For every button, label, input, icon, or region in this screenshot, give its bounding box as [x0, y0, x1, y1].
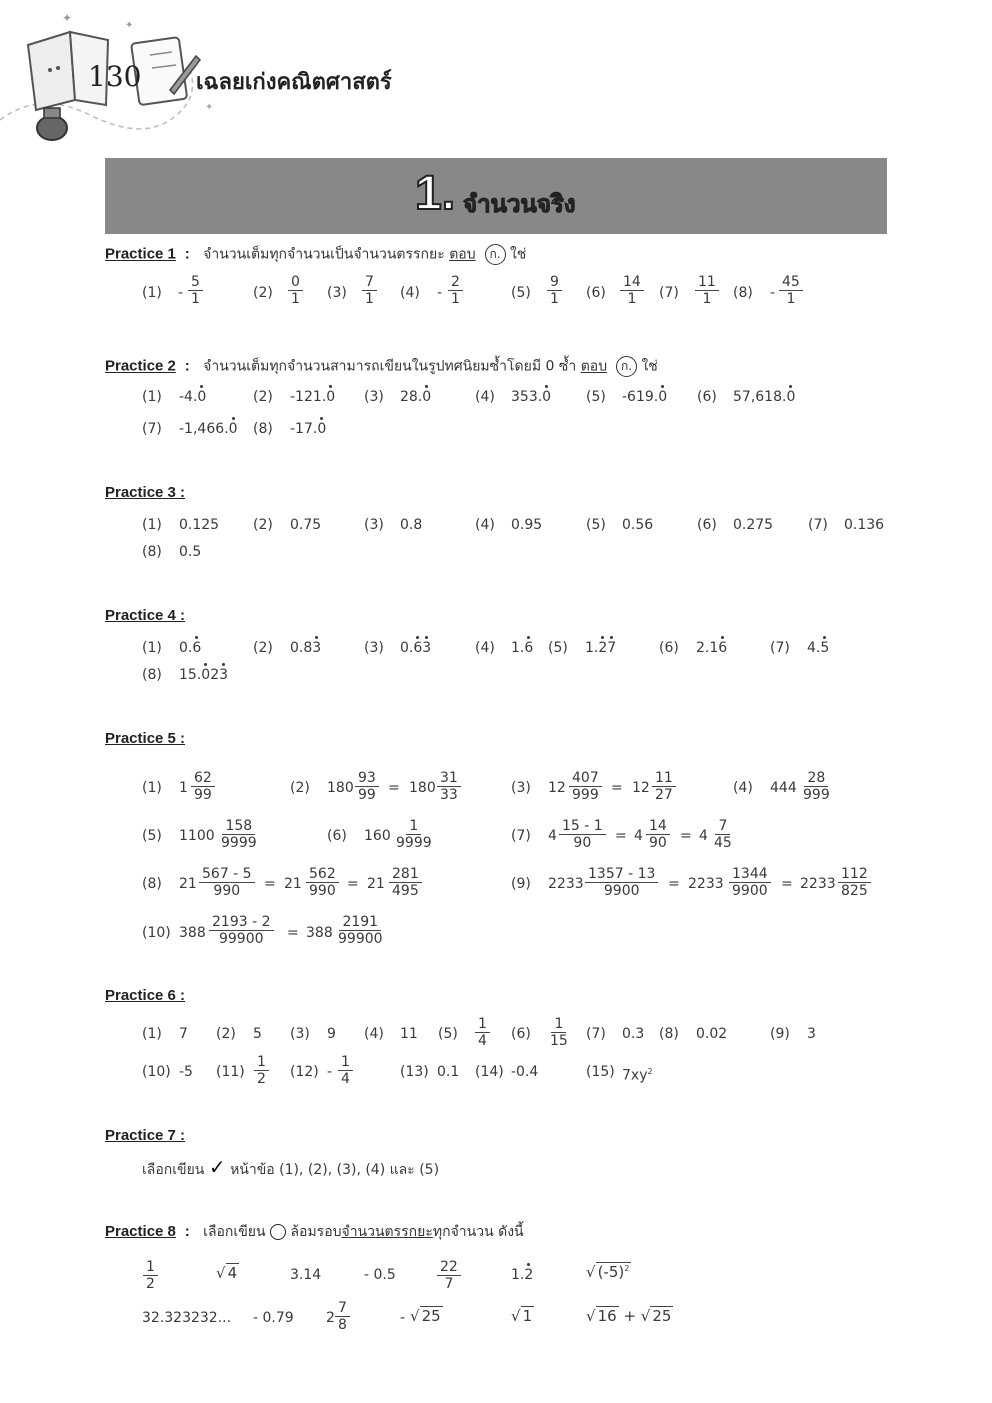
practice-7-answer: เลือกเขียน ✓ หน้าข้อ (1), (2), (3), (4) และ (5) — [142, 1155, 440, 1179]
fraction: $\frac{7}{1}$ — [362, 274, 377, 307]
practice-4-heading: Practice 4 : — [105, 607, 186, 624]
chapter-title: จำนวนจริง — [463, 190, 576, 218]
page-number: 130 — [88, 60, 142, 93]
fraction: $\frac{11}{1}$ — [695, 274, 719, 307]
practice-1-heading: Practice 1 : จำนวนเต็มทุกจำนวนเป็นจำนวนตรรกยะ ตอบ ก. ใช่ — [105, 244, 526, 265]
fraction: $\frac{9}{1}$ — [547, 274, 562, 307]
svg-text:✦: ✦ — [125, 20, 134, 31]
practice-6-heading: Practice 6 : — [105, 987, 186, 1004]
fraction: $\frac{45}{1}$ — [779, 274, 803, 307]
chapter-number: 1. — [415, 167, 456, 220]
checkmark-icon: ✓ — [208, 1155, 226, 1179]
svg-text:✦: ✦ — [62, 11, 73, 25]
fraction: $\frac{2}{1}$ — [448, 274, 463, 307]
ink-bottle-icon — [37, 108, 67, 140]
practice-5-heading: Practice 5 : — [105, 730, 186, 747]
practice-8-heading: Practice 8 : เลือกเขียน ล้อมรอบจำนวนตรรกยะทุกจำนวน ดังนี้ — [105, 1223, 524, 1240]
practice-3-heading: Practice 3 : — [105, 484, 186, 501]
practice-2-heading: Practice 2 : จำนวนเต็มทุกจำนวนสามารถเขียนในรูปทศนิยมซ้ำโดยมี 0 ซ้ำ ตอบ ก. ใช่ — [105, 356, 658, 377]
book-title: เฉลยเก่งคณิตศาสตร์ — [196, 70, 392, 95]
practice-7-heading: Practice 7 : — [105, 1127, 186, 1144]
circle-icon — [270, 1224, 286, 1240]
fraction: $\frac{5}{1}$ — [188, 274, 203, 307]
svg-text:✦: ✦ — [205, 102, 214, 113]
chapter-banner — [105, 158, 887, 234]
fraction: $\frac{14}{1}$ — [620, 274, 644, 307]
fraction: $\frac{0}{1}$ — [288, 274, 303, 307]
